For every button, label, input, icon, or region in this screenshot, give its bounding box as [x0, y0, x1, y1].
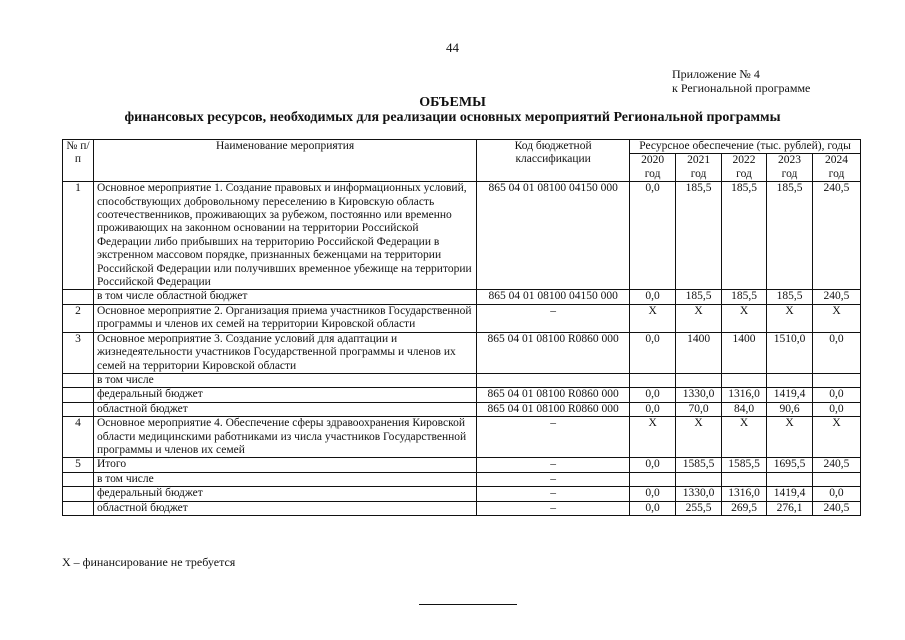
row-number: 3	[63, 332, 94, 373]
row-value: 0,0	[630, 458, 676, 472]
row-value: X	[676, 304, 722, 332]
row-number	[63, 487, 94, 501]
row-code: 865 04 01 08100 R0860 000	[477, 332, 630, 373]
header-year: 2024 год	[812, 154, 860, 182]
row-value: 0,0	[630, 182, 676, 290]
row-code: 865 04 01 08100 04150 000	[477, 182, 630, 290]
row-value: 240,5	[812, 182, 860, 290]
header-name: Наименование мероприятия	[93, 140, 476, 182]
header-code: Код бюджетной классификации	[477, 140, 630, 182]
row-value	[722, 472, 767, 486]
row-value: 0,0	[812, 487, 860, 501]
row-value: 185,5	[722, 182, 767, 290]
row-name: Итого	[93, 458, 476, 472]
title-line-1: ОБЪЕМЫ	[419, 95, 486, 110]
table-row	[63, 388, 861, 402]
row-number	[63, 402, 94, 416]
row-value: 1316,0	[722, 388, 767, 402]
row-name: федеральный бюджет	[93, 487, 476, 501]
row-value: 1400	[676, 332, 722, 373]
row-value: 0,0	[630, 388, 676, 402]
row-name: областной бюджет	[93, 501, 476, 515]
row-code: –	[477, 304, 630, 332]
table-body	[63, 182, 861, 516]
row-value	[630, 373, 676, 387]
table-row	[63, 501, 861, 515]
row-value: 185,5	[767, 182, 813, 290]
row-value: 0,0	[630, 402, 676, 416]
row-value: 0,0	[812, 388, 860, 402]
row-name: в том числе областной бюджет	[93, 290, 476, 304]
row-value	[722, 373, 767, 387]
header-year: 2022 год	[722, 154, 767, 182]
row-number: 4	[63, 417, 94, 458]
row-value	[812, 373, 860, 387]
row-value: 1419,4	[767, 388, 813, 402]
row-name: федеральный бюджет	[93, 388, 476, 402]
row-number: 1	[63, 182, 94, 290]
separator-line	[419, 604, 517, 605]
row-value: 240,5	[812, 458, 860, 472]
row-name: областной бюджет	[93, 402, 476, 416]
row-value: 240,5	[812, 501, 860, 515]
header-year: 2020 год	[630, 154, 676, 182]
row-value: 185,5	[722, 290, 767, 304]
row-value: 0,0	[812, 402, 860, 416]
row-value: 70,0	[676, 402, 722, 416]
appendix-label	[672, 67, 810, 95]
row-value: 1316,0	[722, 487, 767, 501]
row-value: X	[767, 304, 813, 332]
row-name: Основное мероприятие 4. Обеспечение сферы здравоохранения Кировской области медицинскими работниками из числа участников Государственной программы и членов их семей	[93, 417, 476, 458]
row-name: в том числе	[93, 472, 476, 486]
table-row	[63, 458, 861, 472]
title-line-2: финансовых ресурсов, необходимых для реализации основных мероприятий Региональной программы	[124, 110, 781, 125]
row-value: 1585,5	[722, 458, 767, 472]
row-value: 0,0	[630, 487, 676, 501]
row-number: 5	[63, 458, 94, 472]
row-value	[812, 472, 860, 486]
table-row	[63, 304, 861, 332]
row-code	[477, 373, 630, 387]
row-value: 1330,0	[676, 487, 722, 501]
row-value: 269,5	[722, 501, 767, 515]
row-value: X	[676, 417, 722, 458]
header-year: 2021 год	[676, 154, 722, 182]
row-name: Основное мероприятие 2. Организация приема участников Государственной программы и членов их семей на территории Кировской области	[93, 304, 476, 332]
row-value	[676, 472, 722, 486]
row-code: 865 04 01 08100 R0860 000	[477, 402, 630, 416]
row-number	[63, 501, 94, 515]
row-value: 1695,5	[767, 458, 813, 472]
row-value: 0,0	[630, 501, 676, 515]
table-row	[63, 290, 861, 304]
row-value: 1419,4	[767, 487, 813, 501]
row-value: X	[722, 304, 767, 332]
row-code: –	[477, 458, 630, 472]
appendix-line-2: к Региональной программе	[672, 81, 811, 95]
row-value: X	[630, 304, 676, 332]
row-code: –	[477, 501, 630, 515]
row-value: 185,5	[676, 182, 722, 290]
footnote: X – финансирование не требуется	[62, 555, 236, 569]
row-name: Основное мероприятие 1. Создание правовых и информационных условий, способствующих добровольному переселению в Кировскую область соотечественников, проживающих за рубежом, постоянно или временно проживающих на законном основании на территории Российской Федерации либо прибывших на территорию Российской Федерации в экстренном массовом порядке, признанных беженцами на территории Российской Федерации или получивших временное убежище на территории Российской Федерации	[93, 182, 476, 290]
row-number: 2	[63, 304, 94, 332]
row-value: 185,5	[676, 290, 722, 304]
header-year: 2023 год	[767, 154, 813, 182]
row-name: в том числе	[93, 373, 476, 387]
row-value: 185,5	[767, 290, 813, 304]
row-value	[676, 373, 722, 387]
table-row	[63, 373, 861, 387]
row-code: 865 04 01 08100 04150 000	[477, 290, 630, 304]
row-value: X	[722, 417, 767, 458]
row-value: 255,5	[676, 501, 722, 515]
table-row	[63, 182, 861, 290]
row-value: 1400	[722, 332, 767, 373]
appendix-line-1: Приложение № 4	[672, 67, 760, 81]
row-name: Основное мероприятие 3. Создание условий для адаптации и жизнедеятельности участников Государственной программы и членов их семей на территории Кировской области	[93, 332, 476, 373]
row-value: 1510,0	[767, 332, 813, 373]
row-value: 1585,5	[676, 458, 722, 472]
row-code: –	[477, 487, 630, 501]
row-value: 84,0	[722, 402, 767, 416]
row-value: 0,0	[630, 290, 676, 304]
document-title	[0, 95, 905, 125]
row-value: 1330,0	[676, 388, 722, 402]
row-value: X	[630, 417, 676, 458]
row-value: X	[812, 417, 860, 458]
row-value	[630, 472, 676, 486]
table-row	[63, 332, 861, 373]
row-number	[63, 373, 94, 387]
row-number	[63, 472, 94, 486]
row-value: X	[812, 304, 860, 332]
header-num: № п/п	[63, 140, 94, 182]
financing-table	[62, 139, 861, 516]
row-number	[63, 388, 94, 402]
row-value	[767, 373, 813, 387]
row-value: 0,0	[812, 332, 860, 373]
row-value: 240,5	[812, 290, 860, 304]
row-value: 0,0	[630, 332, 676, 373]
row-code: –	[477, 417, 630, 458]
table-row	[63, 417, 861, 458]
table-row	[63, 487, 861, 501]
page-number: 44	[446, 40, 459, 55]
row-value: 276,1	[767, 501, 813, 515]
row-value: X	[767, 417, 813, 458]
table-row	[63, 402, 861, 416]
row-value: 90,6	[767, 402, 813, 416]
row-code: –	[477, 472, 630, 486]
table-row	[63, 472, 861, 486]
row-number	[63, 290, 94, 304]
row-code: 865 04 01 08100 R0860 000	[477, 388, 630, 402]
row-value	[767, 472, 813, 486]
header-resources: Ресурсное обеспечение (тыс. рублей), годы	[630, 140, 861, 154]
